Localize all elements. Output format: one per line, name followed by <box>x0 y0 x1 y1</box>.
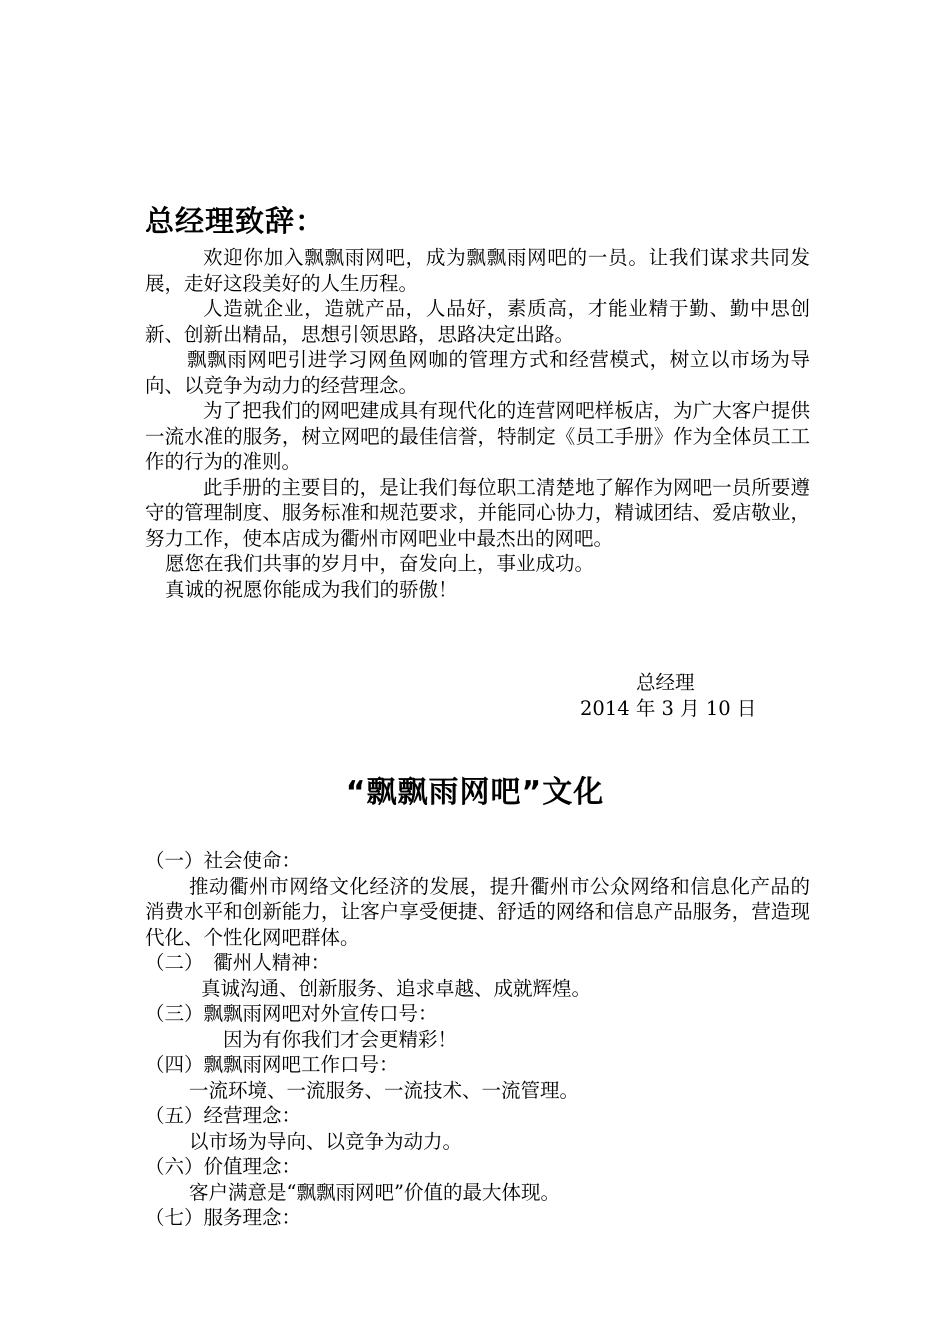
letter-paragraph: 飘飘雨网吧引进学习网鱼网咖的管理方式和经营模式，树立以市场为导向、以竞争为动力的经营理念。 <box>145 348 810 397</box>
section-heading: （一）社会使命： <box>145 849 302 872</box>
letter-title: 总经理致辞： <box>145 204 326 238</box>
section-content: 真诚沟通、创新服务、追求卓越、成就辉煌。 <box>201 976 592 1000</box>
section-heading: （二） 衢州人精神： <box>145 951 331 974</box>
section-content: 客户满意是“飘飘雨网吧”价值的最大体现。 <box>189 1180 560 1204</box>
culture-sections <box>145 848 810 1231</box>
letter-paragraph: 为了把我们的网吧建成具有现代化的连营网吧样板店，为广大客户提供一流水准的服务，树立网吧的最佳信誉，特制定《员工手册》作为全体员工工作的行为的准则。 <box>145 399 810 473</box>
letter-paragraph: 欢迎你加入飘飘雨网吧，成为飘飘雨网吧的一员。让我们谋求共同发展，走好这段美好的人生历程。 <box>145 246 810 295</box>
section-heading: （七）服务理念： <box>145 1206 302 1229</box>
culture-title: “飘飘雨网吧”文化 <box>345 775 605 810</box>
signature: 总经理 <box>636 671 695 694</box>
letter-paragraph: 人造就企业，造就产品，人品好，素质高，才能业精于勤、勤中思创新、创新出精品，思想引领思路，思路决定出路。 <box>145 297 810 346</box>
section-content: 以市场为导向、以竞争为动力。 <box>189 1129 463 1153</box>
letter-date: 2014 年 3 月 10 日 <box>580 697 757 720</box>
letter-paragraph: 愿您在我们共事的岁月中，奋发向上，事业成功。 <box>165 552 595 575</box>
section-content: 因为有你我们才会更精彩！ <box>223 1027 458 1051</box>
letter-paragraph: 真诚的祝愿你能成为我们的骄傲！ <box>165 577 458 601</box>
section-content: 一流环境、一流服务、一流技术、一流管理。 <box>189 1078 580 1102</box>
section-heading: （六）价值理念： <box>145 1155 302 1178</box>
section-heading: （五）经营理念： <box>145 1104 302 1127</box>
letter-paragraph: 此手册的主要目的，是让我们每位职工清楚地了解作为网吧一员所要遵守的管理制度、服务标准和规范要求，并能同心协力，精诚团结、爱店敬业，努力工作，使本店成为衢州市网吧业中最杰出的网吧。 <box>145 475 810 550</box>
section-content: 推动衢州市网络文化经济的发展，提升衢州市公众网络和信息化产品的消费水平和创新能力，让客户享受便捷、舒适的网络和信息产品服务，营造现代化、个性化网吧群体。 <box>145 874 810 949</box>
section-heading: （三）飘飘雨网吧对外宣传口号： <box>145 1002 438 1025</box>
section-heading: （四）飘飘雨网吧工作口号： <box>145 1053 399 1076</box>
letter-body <box>145 245 810 602</box>
